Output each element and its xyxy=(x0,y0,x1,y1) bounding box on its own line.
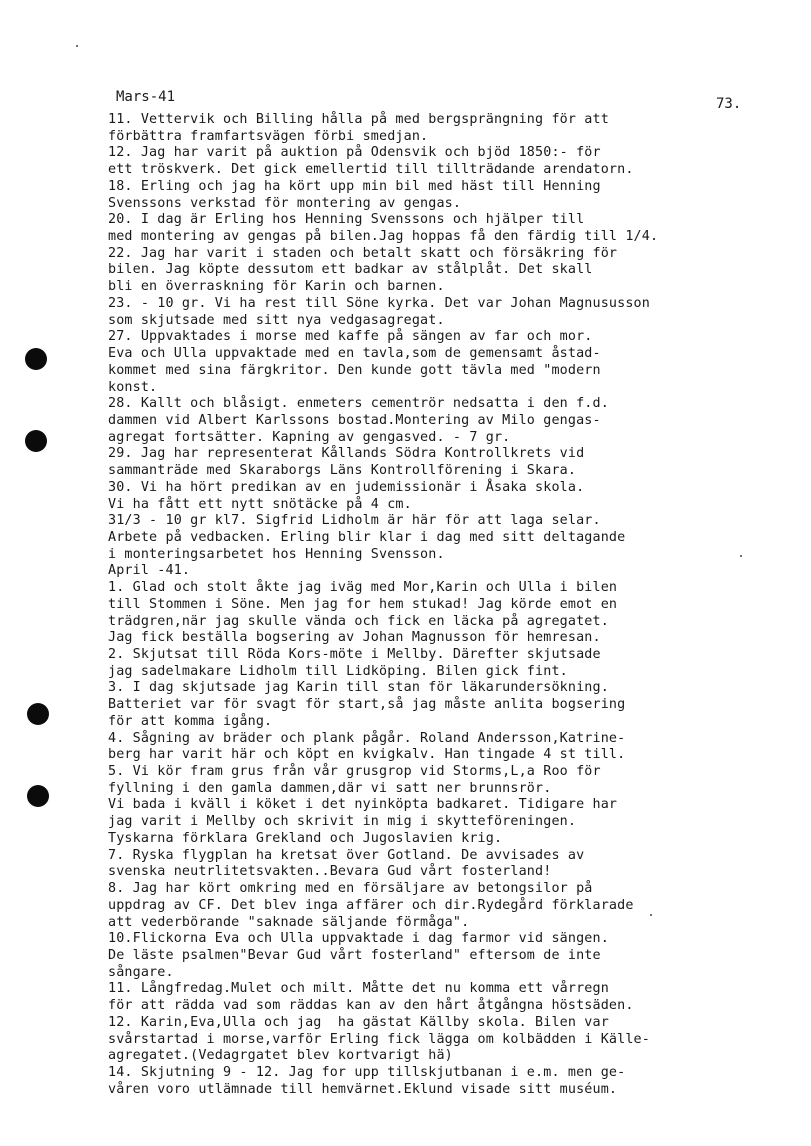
text-line: i monteringsarbetet hos Henning Svensson. xyxy=(108,546,445,562)
text-line: jag varit i Mellby och skrivit in mig i skytteföreningen. xyxy=(108,814,577,830)
text-line: som skjutsade med sitt nya vedgasagregat. xyxy=(108,312,445,328)
text-line: 12. Karin,Eva,Ulla och jag ha gästat Källby skola. Bilen var xyxy=(108,1014,609,1030)
paper-speck xyxy=(76,45,78,47)
text-line: Jag fick beställa bogsering av Johan Magnusson för hemresan. xyxy=(108,630,601,646)
text-line: att vederbörande "saknade säljande förmåga". xyxy=(108,914,470,930)
text-line: Arbete på vedbacken. Erling blir klar i dag med sitt deltagande xyxy=(108,529,626,545)
text-line: 29. Jag har representerat Kållands Södra Kontrollkrets vid xyxy=(108,446,585,462)
punch-hole xyxy=(25,430,47,452)
punch-hole xyxy=(27,703,49,725)
text-line: Vi ha fått ett nytt snötäcke på 4 cm. xyxy=(108,496,412,512)
text-line: våren voro utlämnade till hemvärnet.Eklund visade sitt muséum. xyxy=(108,1081,618,1097)
text-line: för att rädda vad som räddas kan av den hårt åtgångna höstsäden. xyxy=(108,998,634,1014)
text-line: fyllning i den gamla dammen,där vi satt ner brunnsrör. xyxy=(108,780,552,796)
text-line: Batteriet var för svagt för start,så jag måste anlita bogsering xyxy=(108,697,626,713)
text-line: jag sadelmakare Lidholm till Lidköping. Bilen gick fint. xyxy=(108,663,568,679)
text-line: 1. Glad och stolt åkte jag iväg med Mor,Karin och Ulla i bilen xyxy=(108,580,618,596)
text-line: 31/3 - 10 gr kl7. Sigfrid Lidholm är här för att laga selar. xyxy=(108,513,601,529)
text-line: svenska neutrlitetsvakten..Bevara Gud vårt fosterland! xyxy=(108,864,552,880)
text-line: 27. Uppvaktades i morse med kaffe på sängen av far och mor. xyxy=(108,329,593,345)
text-line: 11. Vettervik och Billing hålla på med bergsprängning för att xyxy=(108,112,609,127)
month-heading: Mars-41 xyxy=(116,89,176,105)
text-line: 14. Skjutning 9 - 12. Jag for upp tillskjutbanan i e.m. men ge- xyxy=(108,1064,626,1080)
text-line: förbättra framfartsvägen förbi smedjan. xyxy=(108,128,429,144)
text-line: 7. Ryska flygplan ha kretsat över Gotland. De avvisades av xyxy=(108,847,585,863)
text-line: dammen vid Albert Karlssons bostad.Montering av Milo gengas- xyxy=(108,412,601,428)
text-line: berg har varit här och köpt en kvigkalv. Han tingade 4 st till. xyxy=(108,747,626,763)
text-line: bli en överraskning för Karin och barnen. xyxy=(108,279,445,295)
text-line: 30. Vi ha hört predikan av en judemissionär i Åsaka skola. xyxy=(108,479,585,495)
punch-hole xyxy=(27,785,49,807)
text-line: 12. Jag har varit på auktion på Odensvik och bjöd 1850:- för xyxy=(108,145,601,161)
text-line: 20. I dag är Erling hos Henning Svenssons och hjälper till xyxy=(108,212,585,228)
text-line: agregatet.(Vedagrgatet blev kortvarigt hä) xyxy=(108,1048,453,1064)
text-line: till Stommen i Söne. Men jag for hem stukad! Jag körde emot en xyxy=(108,596,618,612)
text-line: 2. Skjutsat till Röda Kors-möte i Mellby. Därefter skjutsade xyxy=(108,647,601,662)
text-line: för att komma igång. xyxy=(108,713,273,729)
text-line: uppdrag av CF. Det blev inga affärer och dir.Rydegård förklarade xyxy=(108,897,634,913)
text-line: April -41. xyxy=(108,563,191,579)
text-line: 23. - 10 gr. Vi ha rest till Söne kyrka. Det var Johan Magnususson xyxy=(108,295,650,311)
text-line: De läste psalmen"Bevar Gud vårt fosterland" eftersom de inte xyxy=(108,947,601,963)
text-line: 5. Vi kör fram grus från vår grusgrop vid Storms,L,a Roo för xyxy=(108,764,601,780)
punch-hole xyxy=(25,348,47,370)
diary-entries xyxy=(108,112,788,1098)
text-line: 28. Kallt och blåsigt. enmeters cementrör nedsatta i den f.d. xyxy=(108,396,609,412)
text-line: agregat fortsätter. Kapning av gengasved. - 7 gr. xyxy=(108,429,511,445)
text-line: 4. Sågning av bräder och plank pågår. Roland Andersson,Katrine- xyxy=(108,730,626,746)
text-line: 10.Flickorna Eva och Ulla uppvaktade i dag farmor vid sängen. xyxy=(108,931,609,947)
text-line: 11. Långfredag.Mulet och milt. Måtte det nu komma ett vårregn xyxy=(108,981,609,997)
text-line: svårstartad i morse,varför Erling fick lägga om kolbädden i Källe- xyxy=(108,1031,650,1047)
text-line: 22. Jag har varit i staden och betalt skatt och försäkring för xyxy=(108,245,618,261)
text-line: bilen. Jag köpte dessutom ett badkar av stålplåt. Det skall xyxy=(108,262,593,278)
text-line: Vi bada i kväll i köket i det nyinköpta badkaret. Tidigare har xyxy=(108,797,618,813)
page-number: 73. xyxy=(716,96,742,112)
text-line: sångare. xyxy=(108,964,174,980)
text-line: 3. I dag skjutsade jag Karin till stan för läkarundersökning. xyxy=(108,680,609,696)
text-line: kommet med sina färgkritor. Den kunde gott tävla med "modern xyxy=(108,362,601,378)
text-line: Tyskarna förklara Grekland och Jugoslavien krig. xyxy=(108,830,503,846)
text-line: konst. xyxy=(108,379,158,395)
text-line: 18. Erling och jag ha kört upp min bil med häst till Henning xyxy=(108,178,601,194)
text-line: Svenssons verkstad för montering av gengas. xyxy=(108,195,462,211)
text-line: 8. Jag har kört omkring med en försäljare av betongsilor på xyxy=(108,881,593,897)
text-line: med montering av gengas på bilen.Jag hoppas få den färdig till 1/4. xyxy=(108,229,659,245)
text-line: ett tröskverk. Det gick emellertid till tillträdande arendatorn. xyxy=(108,162,634,178)
text-line: Eva och Ulla uppvaktade med en tavla,som de gemensamt åstad- xyxy=(108,346,601,362)
text-line: sammanträde med Skaraborgs Läns Kontrollförening i Skara. xyxy=(108,463,577,479)
text-line: trädgren,när jag skulle vända och fick en läcka på agregatet. xyxy=(108,613,609,629)
